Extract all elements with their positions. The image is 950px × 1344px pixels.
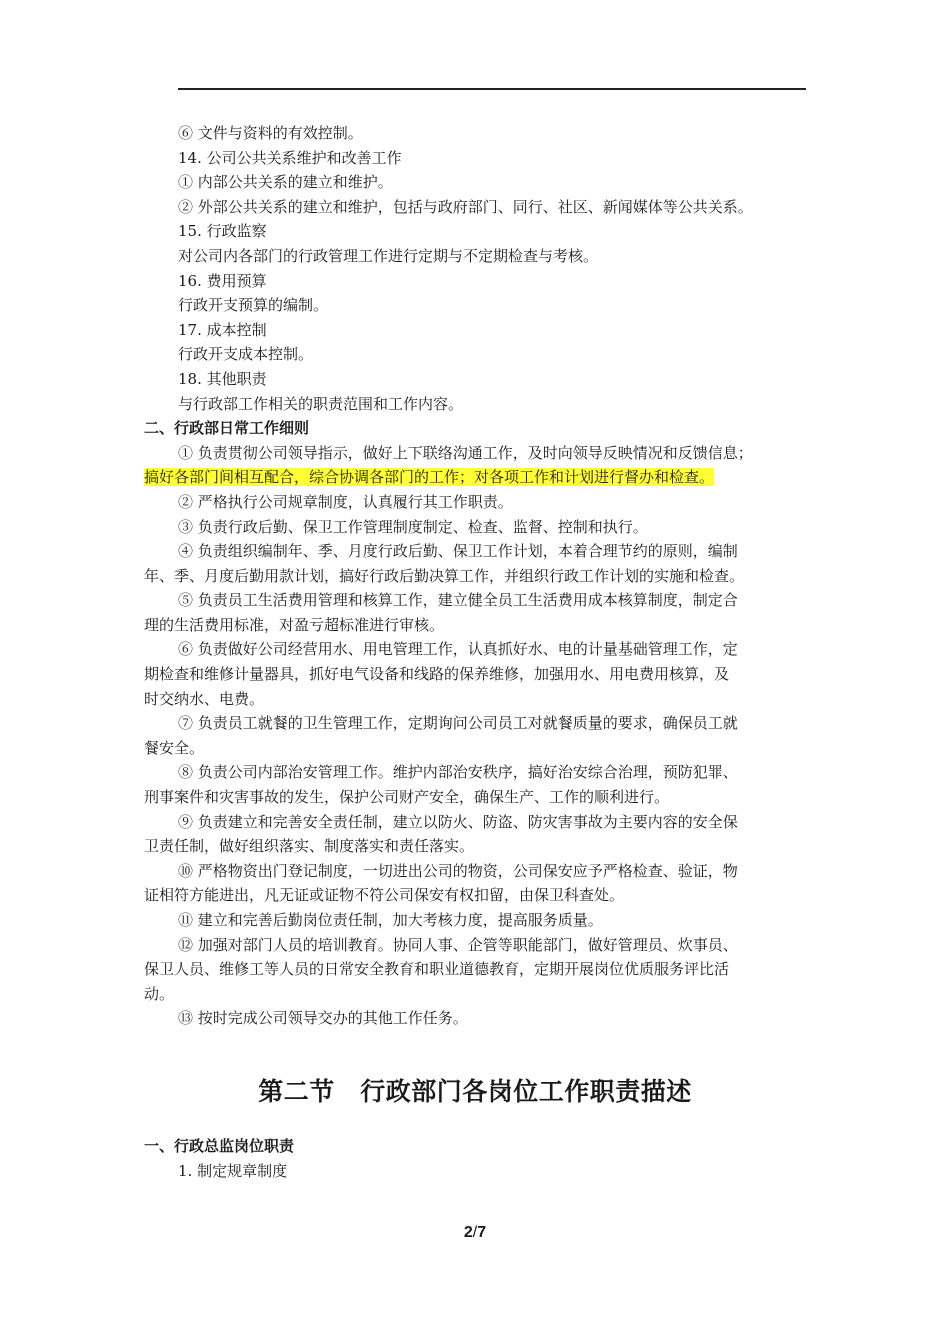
text-line: 18. 其他职责	[178, 369, 267, 388]
item-4-line: ④ 负责组织编制年、季、月度行政后勤、保卫工作计划，本着合理节约的原则，编制	[178, 542, 738, 561]
text-line: ② 外部公共关系的建立和维护，包括与政府部门、同行、社区、新闻媒体等公共关系。	[178, 197, 753, 216]
section-title: 第二节 行政部门各岗位工作职责描述	[258, 1077, 692, 1106]
text-line: 行政开支预算的编制。	[178, 296, 329, 315]
section-body	[144, 1134, 812, 1183]
item-12-line: ⑫ 加强对部门人员的培训教育。协同人事、企管等职能部门，做好管理员、炊事员、	[178, 935, 738, 954]
item-8-line: ⑧ 负责公司内部治安管理工作。维护内部治安秩序，搞好治安综合治理，预防犯罪、	[178, 763, 738, 782]
item-10-line: 证相符方能进出，凡无证或证物不符公司保安有权扣留，由保卫科查处。	[144, 886, 625, 905]
text-line: 与行政部工作相关的职责范围和工作内容。	[178, 394, 464, 413]
item-9-line: 卫责任制，做好组织落实、制度落实和责任落实。	[144, 837, 475, 856]
text-line: 16. 费用预算	[178, 271, 267, 290]
text-line: 17. 成本控制	[178, 320, 267, 339]
document-body	[144, 121, 812, 1031]
item-9-line: ⑨ 负责建立和完善安全责任制，建立以防火、防盗、防灾害事故为主要内容的安全保	[178, 812, 738, 831]
item-4-line: 年、季、月度后勤用款计划，搞好行政后勤决算工作，并组织行政工作计划的实施和检查。	[144, 566, 745, 585]
item-11: ⑪ 建立和完善后勤岗位责任制，加大考核力度，提高服务质量。	[178, 911, 603, 929]
text-line: 15. 行政监察	[178, 222, 267, 241]
page-total: 7	[477, 1224, 487, 1241]
item-6-line: 期检查和维修计量器具，抓好电气设备和线路的保养维修，加强用水、用电费用核算，及	[144, 665, 730, 684]
item-8-line: 刑事案件和灾害事故的发生，保护公司财产安全，确保生产、工作的顺利进行。	[144, 788, 670, 807]
item-2: ② 严格执行公司规章制度，认真履行其工作职责。	[178, 492, 513, 511]
page-current: 2	[463, 1224, 473, 1241]
item-1-line: ① 负责贯彻公司领导指示，做好上下联络沟通工作，及时向领导反映情况和反馈信息；	[178, 443, 753, 462]
item-3: ③ 负责行政后勤、保卫工作管理制度制定、检查、监督、控制和执行。	[178, 517, 648, 536]
text-line: ⑥ 文件与资料的有效控制。	[178, 124, 363, 142]
item-6-line: ⑥ 负责做好公司经营用水、用电管理工作，认真抓好水、电的计量基础管理工作，定	[178, 640, 738, 659]
heading-daily-rules: 二、行政部日常工作细则	[144, 419, 310, 438]
page-separator: /	[472, 1224, 478, 1241]
item-7-line: ⑦ 负责员工就餐的卫生管理工作，定期询问公司员工对就餐质量的要求，确保员工就	[178, 714, 738, 733]
heading-director-duties: 一、行政总监岗位职责	[144, 1137, 295, 1155]
item-5-line: 理的生活费用标准，对盈亏超标准进行审核。	[144, 615, 445, 634]
page-number	[0, 1224, 950, 1242]
sub-item: 1. 制定规章制度	[178, 1161, 288, 1180]
item-13: ⑬ 按时完成公司领导交办的其他工作任务。	[178, 1009, 468, 1028]
item-7-line: 餐安全。	[144, 738, 205, 757]
item-5-line: ⑤ 负责员工生活费用管理和核算工作，建立健全员工生活费用成本核算制度，制定合	[178, 591, 738, 610]
text-line: 行政开支成本控制。	[178, 345, 314, 364]
header-rule	[178, 88, 806, 90]
text-line: 14. 公司公共关系维护和改善工作	[178, 148, 402, 167]
item-12-line: 保卫人员、维修工等人员的日常安全教育和职业道德教育，定期开展岗位优质服务评比活	[144, 960, 730, 979]
text-line: ① 内部公共关系的建立和维护。	[178, 173, 393, 192]
item-6-line: 时交纳水、电费。	[144, 689, 265, 708]
text-line: 对公司内各部门的行政管理工作进行定期与不定期检查与考核。	[178, 246, 599, 265]
item-12-line: 动。	[144, 984, 175, 1003]
highlighted-text: 搞好各部门间相互配合，综合协调各部门的工作；对各项工作和计划进行督办和检查。	[144, 468, 715, 487]
item-10-line: ⑩ 严格物资出门登记制度，一切进出公司的物资，公司保安应予严格检查、验证，物	[178, 861, 738, 880]
